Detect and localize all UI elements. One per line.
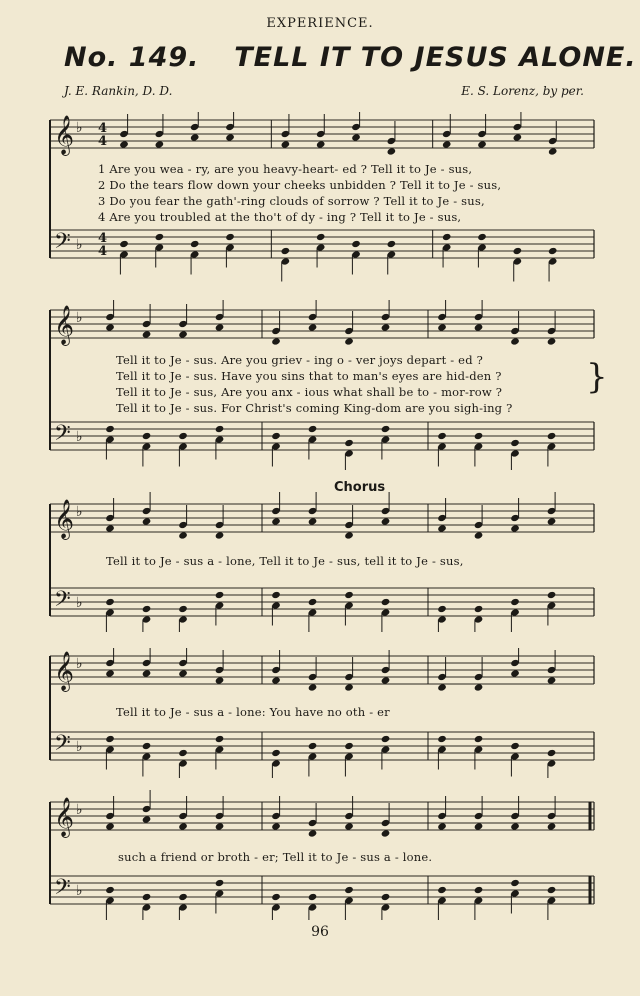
svg-text:♭: ♭: [76, 595, 83, 611]
chorus-line-3: such a friend or broth - er; Tell it to Je - sus a - lone.: [118, 850, 433, 864]
lyricist-credit: J. E. Rankin, D. D.: [64, 84, 173, 98]
svg-text:♭: ♭: [76, 656, 83, 672]
verse-1-line-1: 1 Are you wea - ry, are you heavy-heart- ed ? Tell it to Je - sus,: [98, 162, 473, 176]
svg-text:♭: ♭: [76, 883, 83, 899]
hymn-title: [64, 42, 637, 73]
verse-4-line-1: 4 Are you troubled at the tho't of dy - ing ? Tell it to Je - sus,: [98, 210, 462, 224]
verse-2-line-2: Tell it to Je - sus. Have you sins that to man's eyes are hid-den ?: [116, 369, 502, 383]
verse-brace: }: [586, 357, 608, 397]
svg-text:♭: ♭: [76, 120, 83, 136]
svg-text:♭: ♭: [76, 739, 83, 755]
verse-3-line-2: Tell it to Je - sus, Are you anx - ious what shall be to - mor-row ?: [116, 385, 503, 399]
verse-1-line-2: Tell it to Je - sus. Are you griev - ing o - ver joys depart - ed ?: [116, 353, 483, 367]
svg-text:𝄢: 𝄢: [54, 421, 71, 451]
svg-text:𝄢: 𝄢: [54, 229, 71, 259]
hymn-title-text: TELL IT TO JESUS ALONE.: [234, 42, 637, 73]
svg-text:𝄢: 𝄢: [54, 587, 71, 617]
svg-text:𝄞: 𝄞: [54, 797, 75, 837]
svg-text:♭: ♭: [76, 802, 83, 818]
chorus-line-1: Tell it to Je - sus a - lone, Tell it to Je - sus, tell it to Je - sus,: [106, 554, 464, 568]
svg-text:𝄢: 𝄢: [54, 731, 71, 761]
section-header: EXPERIENCE.: [266, 16, 374, 31]
svg-text:♭: ♭: [76, 310, 83, 326]
chorus-line-2: Tell it to Je - sus a - lone: You have no oth - er: [116, 705, 390, 719]
svg-text:𝄞: 𝄞: [54, 115, 75, 155]
verse-3-line-1: 3 Do you fear the gath'-ring clouds of sorrow ? Tell it to Je - sus,: [98, 194, 485, 208]
verse-2-line-1: 2 Do the tears flow down your cheeks unbidden ? Tell it to Je - sus,: [98, 178, 502, 192]
verse-4-line-2: Tell it to Je - sus. For Christ's coming King-dom are you sigh-ing ?: [116, 401, 513, 415]
hymn-number: No. 149.: [64, 42, 200, 73]
svg-text:𝄞: 𝄞: [54, 305, 75, 345]
composer-credit: E. S. Lorenz, by per.: [461, 84, 584, 98]
svg-text:4: 4: [98, 244, 108, 259]
svg-text:4: 4: [98, 231, 108, 246]
svg-text:𝄢: 𝄢: [54, 875, 71, 905]
svg-text:♭: ♭: [76, 237, 83, 253]
chorus-label: Chorus: [334, 480, 386, 495]
page-number: 96: [311, 924, 329, 940]
svg-text:♭: ♭: [76, 429, 83, 445]
svg-text:♭: ♭: [76, 504, 83, 520]
svg-text:4: 4: [98, 121, 108, 136]
svg-text:4: 4: [98, 134, 108, 149]
svg-text:𝄞: 𝄞: [54, 651, 75, 691]
svg-text:𝄞: 𝄞: [54, 499, 75, 539]
